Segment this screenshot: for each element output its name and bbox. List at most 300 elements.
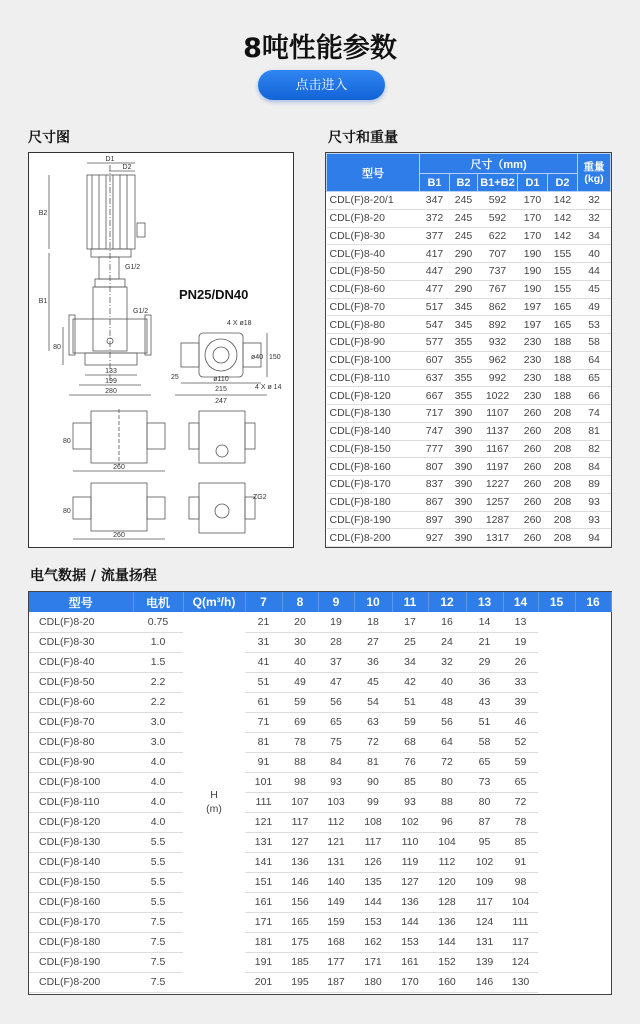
size-table-row (327, 405, 611, 423)
value-cell: 1197 (478, 458, 518, 476)
head-value-cell: 88 (282, 752, 318, 772)
value-cell: 208 (548, 493, 578, 511)
head-value-cell: 65 (503, 772, 538, 792)
label-d110: ø110 (213, 376, 229, 383)
model-cell: CDL(F)8-20 (29, 612, 133, 632)
value-cell: 190 (518, 245, 548, 263)
model-cell: CDL(F)8-200 (327, 529, 420, 547)
head-value-cell: 109 (466, 872, 503, 892)
size-table-row (327, 511, 611, 529)
perf-table-row (29, 652, 611, 672)
header-weight: 重量(kg) (578, 154, 611, 192)
value-cell: 1317 (478, 529, 518, 547)
value-cell: 867 (420, 493, 450, 511)
value-cell: 390 (450, 511, 478, 529)
head-value-cell: 81 (245, 732, 282, 752)
value-cell: 208 (548, 440, 578, 458)
perf-header-cell: 16 (575, 592, 611, 612)
value-cell: 390 (450, 405, 478, 423)
motor-cell: 4.0 (133, 772, 183, 792)
value-cell: 245 (450, 227, 478, 245)
head-unit-cell (183, 612, 245, 992)
header-b2: B2 (450, 174, 478, 192)
head-value-cell: 36 (354, 652, 392, 672)
head-value-cell: 117 (354, 832, 392, 852)
perf-table-row (29, 672, 611, 692)
head-value-cell: 103 (318, 792, 354, 812)
value-cell: 82 (578, 440, 611, 458)
size-table-row (327, 493, 611, 511)
value-cell: 188 (548, 369, 578, 387)
head-value-cell: 112 (428, 852, 466, 872)
value-cell: 40 (578, 245, 611, 263)
motor-cell: 5.5 (133, 892, 183, 912)
head-value-cell: 81 (354, 752, 392, 772)
value-cell: 290 (450, 263, 478, 281)
head-value-cell: 40 (428, 672, 466, 692)
model-cell: CDL(F)8-60 (29, 692, 133, 712)
perf-table-row (29, 712, 611, 732)
head-value-cell: 121 (245, 812, 282, 832)
value-cell: 717 (420, 405, 450, 423)
head-value-cell: 13 (503, 612, 538, 632)
head-value-cell: 56 (318, 692, 354, 712)
head-value-cell: 195 (282, 972, 318, 992)
model-cell: CDL(F)8-30 (327, 227, 420, 245)
value-cell: 355 (450, 351, 478, 369)
value-cell: 347 (420, 192, 450, 210)
head-value-cell: 52 (503, 732, 538, 752)
value-cell: 637 (420, 369, 450, 387)
head-value-cell: 135 (354, 872, 392, 892)
value-cell: 49 (578, 298, 611, 316)
perf-header-cell: Q(m³/h) (183, 592, 245, 612)
head-value-cell: 51 (392, 692, 428, 712)
head-value-cell: 124 (466, 912, 503, 932)
head-value-cell: 26 (503, 652, 538, 672)
value-cell: 208 (548, 529, 578, 547)
head-value-cell: 121 (318, 832, 354, 852)
model-cell: CDL(F)8-70 (327, 298, 420, 316)
value-cell: 155 (548, 263, 578, 281)
section-title-electrical: 电气数据 / 流量扬程 (30, 568, 157, 584)
value-cell: 197 (518, 316, 548, 334)
model-cell: CDL(F)8-70 (29, 712, 133, 732)
head-value-cell: 51 (245, 672, 282, 692)
head-value-cell: 47 (318, 672, 354, 692)
value-cell: 260 (518, 529, 548, 547)
model-cell: CDL(F)8-200 (29, 972, 133, 992)
head-value-cell: 40 (282, 652, 318, 672)
perf-table-row (29, 872, 611, 892)
size-table-row (327, 280, 611, 298)
head-value-cell: 85 (503, 832, 538, 852)
model-cell: CDL(F)8-170 (29, 912, 133, 932)
model-cell: CDL(F)8-190 (327, 511, 420, 529)
head-value-cell: 56 (428, 712, 466, 732)
value-cell: 592 (478, 209, 518, 227)
model-cell: CDL(F)8-60 (327, 280, 420, 298)
perf-header-cell: 10 (354, 592, 392, 612)
section-title-size-weight: 尺寸和重量 (328, 130, 398, 146)
value-cell: 1022 (478, 387, 518, 405)
head-value-cell: 108 (354, 812, 392, 832)
model-cell: CDL(F)8-160 (327, 458, 420, 476)
value-cell: 230 (518, 351, 548, 369)
perf-table-row (29, 912, 611, 932)
size-table-row (327, 245, 611, 263)
motor-cell: 3.0 (133, 712, 183, 732)
head-value-cell: 43 (466, 692, 503, 712)
motor-cell: 1.5 (133, 652, 183, 672)
value-cell: 188 (548, 334, 578, 352)
value-cell: 53 (578, 316, 611, 334)
motor-cell: 4.0 (133, 812, 183, 832)
perf-header-cell: 11 (392, 592, 428, 612)
model-cell: CDL(F)8-120 (29, 812, 133, 832)
label-199: 199 (105, 378, 117, 385)
head-value-cell: 59 (282, 692, 318, 712)
perf-header-cell: 8 (282, 592, 318, 612)
model-cell: CDL(F)8-100 (29, 772, 133, 792)
head-value-cell: 95 (466, 832, 503, 852)
head-value-cell: 102 (466, 852, 503, 872)
label-260b: 260 (113, 532, 125, 539)
value-cell: 707 (478, 245, 518, 263)
perf-table-row (29, 752, 611, 772)
performance-table (28, 591, 612, 995)
head-value-cell: 144 (392, 912, 428, 932)
value-cell: 170 (518, 192, 548, 210)
value-cell: 142 (548, 192, 578, 210)
head-value-cell: 63 (354, 712, 392, 732)
model-cell: CDL(F)8-90 (29, 752, 133, 772)
size-table-row (327, 209, 611, 227)
head-value-cell: 153 (392, 932, 428, 952)
value-cell: 208 (548, 511, 578, 529)
value-cell: 290 (450, 245, 478, 263)
value-cell: 170 (518, 227, 548, 245)
head-value-cell: 136 (428, 912, 466, 932)
head-value-cell: 110 (392, 832, 428, 852)
value-cell: 892 (478, 316, 518, 334)
value-cell: 230 (518, 387, 548, 405)
value-cell: 188 (548, 351, 578, 369)
head-value-cell: 33 (503, 672, 538, 692)
head-value-cell: 87 (466, 812, 503, 832)
value-cell: 190 (518, 280, 548, 298)
value-cell: 737 (478, 263, 518, 281)
label-260a: 260 (113, 464, 125, 471)
dimension-drawing (28, 152, 294, 548)
head-value-cell: 130 (503, 972, 538, 992)
value-cell: 208 (548, 405, 578, 423)
perf-table-row (29, 832, 611, 852)
model-cell: CDL(F)8-170 (327, 476, 420, 494)
head-value-cell: 61 (245, 692, 282, 712)
label-25: 25 (171, 374, 179, 381)
value-cell: 390 (450, 529, 478, 547)
perf-header-cell: 型号 (29, 592, 133, 612)
value-cell: 897 (420, 511, 450, 529)
motor-cell: 7.5 (133, 972, 183, 992)
head-value-cell: 141 (245, 852, 282, 872)
value-cell: 66 (578, 387, 611, 405)
head-value-cell: 107 (282, 792, 318, 812)
head-value-cell: 146 (282, 872, 318, 892)
size-table-row (327, 440, 611, 458)
head-value-cell: 46 (503, 712, 538, 732)
header-d2: D2 (548, 174, 578, 192)
size-weight-table (325, 152, 612, 548)
value-cell: 607 (420, 351, 450, 369)
value-cell: 65 (578, 369, 611, 387)
size-table-row (327, 298, 611, 316)
perf-header-cell: 12 (428, 592, 466, 612)
model-cell: CDL(F)8-80 (29, 732, 133, 752)
model-cell: CDL(F)8-110 (327, 369, 420, 387)
value-cell: 747 (420, 422, 450, 440)
value-cell: 1107 (478, 405, 518, 423)
size-table-row (327, 529, 611, 547)
head-value-cell: 117 (466, 892, 503, 912)
head-value-cell: 72 (354, 732, 392, 752)
head-value-cell: 101 (245, 772, 282, 792)
perf-table-row (29, 932, 611, 952)
head-value-cell: 58 (466, 732, 503, 752)
head-value-cell: 102 (392, 812, 428, 832)
head-value-cell: 93 (318, 772, 354, 792)
head-unit-label: (m) (206, 802, 222, 815)
value-cell: 208 (548, 458, 578, 476)
motor-cell: 4.0 (133, 752, 183, 772)
perf-table-row (29, 812, 611, 832)
pn-dn-label: PN25/DN40 (179, 287, 249, 302)
head-value-cell: 39 (503, 692, 538, 712)
head-value-cell: 181 (245, 932, 282, 952)
value-cell: 93 (578, 511, 611, 529)
head-value-cell: 98 (282, 772, 318, 792)
model-cell: CDL(F)8-120 (327, 387, 420, 405)
head-value-cell: 19 (503, 632, 538, 652)
label-133: 133 (105, 368, 117, 375)
head-value-cell: 111 (503, 912, 538, 932)
head-value-cell: 41 (245, 652, 282, 672)
motor-cell: 5.5 (133, 852, 183, 872)
head-value-cell: 104 (428, 832, 466, 852)
model-cell: CDL(F)8-90 (327, 334, 420, 352)
head-value-cell: 59 (503, 752, 538, 772)
value-cell: 142 (548, 227, 578, 245)
motor-cell: 7.5 (133, 912, 183, 932)
value-cell: 1167 (478, 440, 518, 458)
value-cell: 230 (518, 369, 548, 387)
head-value-cell: 18 (354, 612, 392, 632)
value-cell: 94 (578, 529, 611, 547)
model-cell: CDL(F)8-30 (29, 632, 133, 652)
model-cell: CDL(F)8-50 (29, 672, 133, 692)
value-cell: 290 (450, 280, 478, 298)
value-cell: 34 (578, 227, 611, 245)
perf-table-row (29, 612, 611, 632)
value-cell: 188 (548, 387, 578, 405)
head-value-cell: 187 (318, 972, 354, 992)
head-value-cell: 91 (245, 752, 282, 772)
model-cell: CDL(F)8-50 (327, 263, 420, 281)
value-cell: 230 (518, 334, 548, 352)
perf-header-cell: 7 (245, 592, 282, 612)
model-cell: CDL(F)8-110 (29, 792, 133, 812)
motor-cell: 1.0 (133, 632, 183, 652)
head-value-cell: 37 (318, 652, 354, 672)
motor-cell: 7.5 (133, 932, 183, 952)
label-247: 247 (215, 398, 227, 405)
value-cell: 155 (548, 245, 578, 263)
model-cell: CDL(F)8-20/1 (327, 192, 420, 210)
head-value-cell: 160 (428, 972, 466, 992)
head-value-cell: 27 (354, 632, 392, 652)
size-table-row (327, 334, 611, 352)
value-cell: 417 (420, 245, 450, 263)
value-cell: 45 (578, 280, 611, 298)
value-cell: 245 (450, 209, 478, 227)
head-value-cell: 127 (392, 872, 428, 892)
head-value-cell: 151 (245, 872, 282, 892)
head-value-cell: 29 (466, 652, 503, 672)
head-value-cell: 68 (392, 732, 428, 752)
head-value-cell: 153 (354, 912, 392, 932)
value-cell: 1227 (478, 476, 518, 494)
value-cell: 142 (548, 209, 578, 227)
model-cell: CDL(F)8-130 (29, 832, 133, 852)
motor-body (87, 175, 135, 249)
perf-table-row (29, 852, 611, 872)
perf-header-cell: 14 (503, 592, 538, 612)
head-value-cell: 131 (318, 852, 354, 872)
head-value-cell: 161 (392, 952, 428, 972)
value-cell: 165 (548, 316, 578, 334)
value-cell: 837 (420, 476, 450, 494)
value-cell: 260 (518, 458, 548, 476)
head-value-cell: 185 (282, 952, 318, 972)
head-value-cell: 65 (466, 752, 503, 772)
enter-button[interactable]: 点击进入 (258, 70, 385, 100)
value-cell: 93 (578, 493, 611, 511)
head-value-cell: 19 (318, 612, 354, 632)
value-cell: 390 (450, 458, 478, 476)
perf-table-row (29, 892, 611, 912)
label-80c: 80 (63, 508, 71, 515)
model-cell: CDL(F)8-180 (327, 493, 420, 511)
model-cell: CDL(F)8-20 (327, 209, 420, 227)
head-value-cell: 49 (282, 672, 318, 692)
head-value-cell: 140 (318, 872, 354, 892)
head-value-cell: 171 (354, 952, 392, 972)
label-bolt14: 4 X ø 14 (255, 384, 282, 391)
head-value-cell: 16 (428, 612, 466, 632)
value-cell: 355 (450, 369, 478, 387)
model-cell: CDL(F)8-150 (29, 872, 133, 892)
value-cell: 767 (478, 280, 518, 298)
value-cell: 390 (450, 476, 478, 494)
head-value-cell: 127 (282, 832, 318, 852)
head-value-cell: 31 (245, 632, 282, 652)
value-cell: 390 (450, 440, 478, 458)
size-table-row (327, 192, 611, 210)
head-label: H (210, 788, 218, 801)
head-value-cell: 136 (282, 852, 318, 872)
head-value-cell: 85 (392, 772, 428, 792)
value-cell: 32 (578, 192, 611, 210)
value-cell: 390 (450, 422, 478, 440)
value-cell: 377 (420, 227, 450, 245)
value-cell: 1137 (478, 422, 518, 440)
motor-cell: 2.2 (133, 692, 183, 712)
head-value-cell: 112 (318, 812, 354, 832)
label-g1: G1/2 (125, 264, 141, 271)
head-value-cell: 117 (503, 932, 538, 952)
perf-table-row (29, 772, 611, 792)
motor-cell: 2.2 (133, 672, 183, 692)
size-table-row (327, 227, 611, 245)
label-d40: ø40 (251, 354, 264, 361)
head-value-cell: 71 (245, 712, 282, 732)
value-cell: 345 (450, 298, 478, 316)
value-cell: 932 (478, 334, 518, 352)
head-value-cell: 48 (428, 692, 466, 712)
head-value-cell: 45 (354, 672, 392, 692)
value-cell: 345 (450, 316, 478, 334)
perf-header-cell: 9 (318, 592, 354, 612)
head-value-cell: 144 (428, 932, 466, 952)
head-value-cell: 131 (245, 832, 282, 852)
size-table-row (327, 458, 611, 476)
head-value-cell: 99 (354, 792, 392, 812)
value-cell: 577 (420, 334, 450, 352)
model-cell: CDL(F)8-40 (327, 245, 420, 263)
head-value-cell: 146 (466, 972, 503, 992)
label-b2: B2 (38, 210, 48, 217)
value-cell: 260 (518, 511, 548, 529)
head-value-cell: 34 (392, 652, 428, 672)
value-cell: 1257 (478, 493, 518, 511)
value-cell: 197 (518, 298, 548, 316)
head-value-cell: 51 (466, 712, 503, 732)
perf-header-cell: 13 (466, 592, 503, 612)
value-cell: 260 (518, 422, 548, 440)
value-cell: 862 (478, 298, 518, 316)
head-value-cell: 84 (318, 752, 354, 772)
model-cell: CDL(F)8-190 (29, 952, 133, 972)
value-cell: 355 (450, 387, 478, 405)
head-value-cell: 73 (466, 772, 503, 792)
header-d1: D1 (518, 174, 548, 192)
size-table-row (327, 476, 611, 494)
size-table-row (327, 387, 611, 405)
header-b1b2: B1+B2 (478, 174, 518, 192)
head-value-cell: 76 (392, 752, 428, 772)
head-value-cell: 54 (354, 692, 392, 712)
head-value-cell: 98 (503, 872, 538, 892)
header-b1: B1 (420, 174, 450, 192)
value-cell: 64 (578, 351, 611, 369)
head-value-cell: 117 (282, 812, 318, 832)
head-value-cell: 80 (428, 772, 466, 792)
label-80b: 80 (63, 438, 71, 445)
model-cell: CDL(F)8-140 (29, 852, 133, 872)
head-value-cell: 104 (503, 892, 538, 912)
head-value-cell: 64 (428, 732, 466, 752)
